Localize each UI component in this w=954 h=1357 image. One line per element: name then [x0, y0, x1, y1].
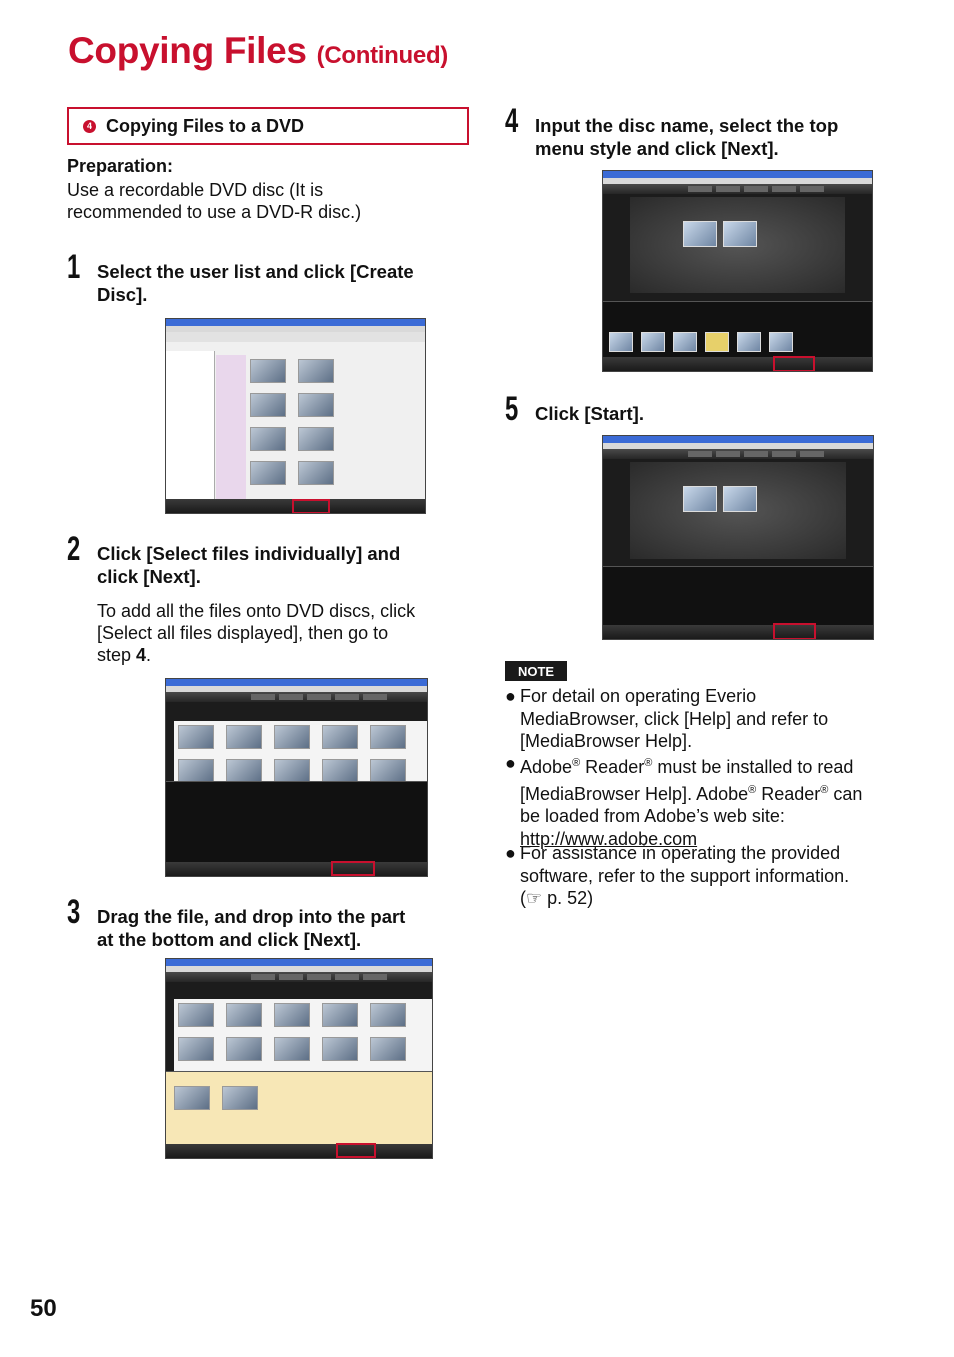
highlight-create-disc — [292, 499, 330, 514]
step-number: 2 — [67, 530, 81, 568]
thumbnail-grid — [250, 359, 360, 485]
window-titlebar — [603, 436, 873, 443]
note-fragment: [MediaBrowser Help]. Adobe — [520, 783, 749, 804]
registered-mark: ® — [572, 757, 581, 769]
wizard-steps — [251, 694, 387, 700]
bullet-icon: ● — [505, 843, 516, 863]
step-body-line: [Select all files displayed], then go to — [97, 623, 389, 643]
thumbnail — [370, 1037, 406, 1061]
window-footer — [166, 1144, 432, 1158]
step-line: Select the user list and click [Create — [97, 261, 414, 282]
screenshot-step-2 — [165, 678, 428, 877]
wizard-steps — [688, 451, 824, 457]
thumbnail — [274, 759, 310, 783]
thumbnail — [683, 486, 717, 512]
thumbnail — [178, 725, 214, 749]
step-number: 3 — [67, 893, 81, 931]
note-line — [520, 752, 900, 779]
note-text — [520, 752, 900, 850]
page-reference: p. 52) — [542, 888, 594, 908]
thumbnail — [226, 725, 262, 749]
step-line: click [Next]. — [97, 566, 201, 587]
preview-thumbnails — [683, 486, 757, 512]
step-line: Input the disc name, select the top — [535, 115, 839, 136]
thumbnail — [322, 759, 358, 783]
thumbnail — [250, 359, 286, 383]
note-line: software, refer to the support information. — [520, 865, 850, 886]
registered-mark: ® — [748, 783, 757, 796]
step-line: Click [Select files individually] and — [97, 543, 401, 564]
window-footer — [603, 625, 873, 639]
thumbnail — [298, 393, 334, 417]
window-titlebar — [166, 679, 427, 686]
note-fragment: Reader — [580, 757, 645, 777]
bullet-icon: ● — [505, 686, 516, 706]
thumbnail — [178, 759, 214, 783]
wizard-steps — [251, 974, 387, 980]
thumbnail — [298, 427, 334, 451]
note-line: MediaBrowser, click [Help] and refer to — [520, 708, 829, 729]
library-sidebar — [166, 351, 215, 499]
style-option[interactable] — [609, 332, 633, 352]
window-footer — [166, 862, 427, 876]
window-titlebar — [166, 959, 432, 966]
thumbnail — [370, 1003, 406, 1027]
pointing-hand-icon: ☞ — [526, 888, 543, 908]
step-body-line: To add all the files onto DVD discs, click — [97, 601, 416, 621]
step-instruction — [97, 542, 400, 588]
step-instruction — [535, 114, 838, 160]
thumbnail — [683, 221, 717, 247]
screenshot-step-4 — [602, 170, 873, 372]
page-title-suffix: (Continued) — [316, 42, 448, 69]
step-line: Drag the file, and drop into the part — [97, 906, 406, 927]
thumbnail — [226, 759, 262, 783]
step-body-line — [97, 644, 477, 666]
timeline-column — [216, 355, 246, 499]
step-line: Disc]. — [97, 284, 148, 305]
window-toolbar — [166, 332, 425, 342]
screenshot-step-5 — [602, 435, 874, 640]
style-option[interactable] — [673, 332, 697, 352]
menu-style-options[interactable] — [609, 332, 793, 352]
thumbnail — [298, 359, 334, 383]
note-fragment: Adobe — [520, 757, 573, 777]
thumbnail — [322, 725, 358, 749]
highlight-next — [331, 861, 375, 876]
step-line: at the bottom and click [Next]. — [97, 929, 362, 950]
note-line: be loaded from Adobe’s web site: — [520, 806, 785, 826]
section-number-badge: 4 — [83, 120, 96, 133]
thumbnail — [222, 1086, 258, 1110]
step-body-text: . — [146, 645, 152, 665]
window-titlebar — [166, 319, 425, 326]
step-number: 5 — [505, 390, 519, 428]
style-option[interactable] — [705, 332, 729, 352]
step-instruction: Click [Start]. — [535, 403, 644, 424]
note-text — [520, 685, 900, 753]
style-option[interactable] — [769, 332, 793, 352]
selection-panel — [166, 781, 427, 862]
thumbnail — [250, 393, 286, 417]
note-line: For assistance in operating the provided — [520, 843, 841, 863]
step-instruction — [97, 905, 405, 951]
drop-area[interactable] — [166, 1071, 432, 1144]
thumbnail — [274, 1037, 310, 1061]
thumbnail — [274, 1003, 310, 1027]
note-text — [520, 842, 900, 910]
thumbnail — [322, 1003, 358, 1027]
preparation-text — [67, 179, 467, 223]
thumbnail — [322, 1037, 358, 1061]
note-item — [505, 752, 900, 850]
thumbnail — [226, 1037, 262, 1061]
step-body-text: step — [97, 645, 137, 665]
adobe-link[interactable]: http://www.adobe.com — [520, 828, 698, 849]
note-fragment: ( — [520, 888, 526, 908]
section-heading: Copying Files to a DVD — [106, 115, 305, 136]
thumbnail — [250, 461, 286, 485]
preview-thumbnails — [683, 221, 757, 247]
page-number: 50 — [30, 1295, 57, 1322]
screenshot-step-1 — [165, 318, 426, 514]
section-heading-box — [67, 107, 469, 145]
style-option[interactable] — [737, 332, 761, 352]
thumbnail — [178, 1037, 214, 1061]
menu-settings-panel — [603, 301, 872, 360]
dropped-thumbnails — [174, 1086, 258, 1110]
thumbnail — [274, 725, 310, 749]
step-number: 4 — [505, 102, 519, 140]
note-line — [520, 887, 900, 910]
note-line: [MediaBrowser Help]. — [520, 731, 693, 751]
window-titlebar — [603, 171, 872, 178]
thumbnail — [174, 1086, 210, 1110]
thumbnail — [723, 221, 757, 247]
note-fragment: Reader — [756, 783, 821, 804]
note-fragment: can — [828, 783, 863, 804]
style-option[interactable] — [641, 332, 665, 352]
note-line — [520, 779, 900, 806]
registered-mark: ® — [644, 757, 653, 769]
wizard-steps — [688, 186, 824, 192]
note-fragment: must be installed to read — [652, 757, 854, 777]
page-title-main: Copying Files — [68, 30, 307, 71]
preparation-line: Use a recordable DVD disc (It is — [67, 180, 324, 200]
note-item — [505, 685, 900, 753]
step-instruction — [97, 260, 414, 306]
screenshot-step-3 — [165, 958, 433, 1159]
preparation-heading: Preparation: — [67, 156, 174, 176]
highlight-next — [773, 356, 815, 372]
registered-mark: ® — [820, 783, 829, 796]
step-ref-number: 4 — [136, 645, 147, 665]
step-line: menu style and click [Next]. — [535, 138, 779, 159]
window-footer — [603, 357, 872, 371]
note-badge: NOTE — [505, 661, 567, 681]
thumbnail — [250, 427, 286, 451]
confirm-panel — [603, 566, 873, 627]
highlight-start — [773, 623, 816, 640]
step-number: 1 — [67, 248, 81, 286]
thumbnail — [298, 461, 334, 485]
step-description — [97, 600, 477, 666]
thumbnail — [370, 759, 406, 783]
bullet-icon: ● — [505, 753, 516, 773]
note-line: For detail on operating Everio — [520, 686, 757, 706]
page-title — [68, 30, 448, 72]
thumbnail — [723, 486, 757, 512]
thumbnail — [178, 1003, 214, 1027]
thumbnail — [226, 1003, 262, 1027]
thumbnail — [370, 725, 406, 749]
highlight-next — [336, 1143, 376, 1158]
note-item — [505, 842, 900, 910]
preparation-line: recommended to use a DVD-R disc.) — [67, 202, 362, 222]
